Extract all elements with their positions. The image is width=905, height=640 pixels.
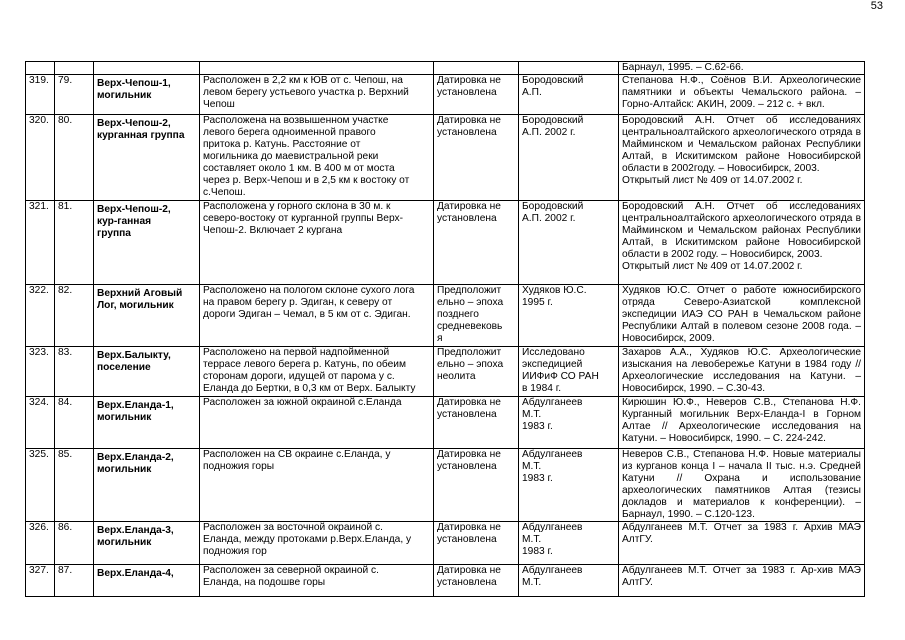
local-number-cell: 85. — [55, 449, 94, 522]
table-row — [26, 115, 865, 201]
monument-name: Верхний Аговый Лог, могильник — [97, 288, 183, 311]
location-cell: Расположен за южной окраиной с.Еланда — [200, 397, 434, 449]
empty-cell — [26, 62, 55, 75]
location-cell: Расположен за восточной окраиной с. Еланда, между протоками р.Верх.Еланда, у подножия гор — [200, 522, 434, 565]
empty-cell — [200, 62, 434, 75]
dating-cell: Датировка не установлена — [434, 565, 519, 597]
location-cell: Расположен на СВ окраине с.Еланда, у подножия горы — [200, 449, 434, 522]
local-number-cell: 86. — [55, 522, 94, 565]
row-number-cell: 324. — [26, 397, 55, 449]
local-number-cell: 84. — [55, 397, 94, 449]
researcher-cell: Абдулганеев М.Т. — [519, 565, 619, 597]
researcher-cell: Абдулганеев М.Т. 1983 г. — [519, 522, 619, 565]
table-row — [26, 397, 865, 449]
local-number-cell: 82. — [55, 285, 94, 347]
dating-cell: Датировка не установлена — [434, 115, 519, 201]
table-row — [26, 449, 865, 522]
researcher-cell: Абдулганеев М.Т. 1983 г. — [519, 449, 619, 522]
dating-cell: Датировка не установлена — [434, 397, 519, 449]
monument-name: Верх-Чепош-2, курганная группа — [97, 118, 185, 141]
row-number-cell: 327. — [26, 565, 55, 597]
row-number-cell: 321. — [26, 201, 55, 285]
monument-name: Верх.Еланда-2, могильник — [97, 452, 174, 475]
table-row — [26, 347, 865, 397]
page-number: 53 — [870, 0, 883, 12]
location-cell: Расположена на возвышенном участке левого берега одноименной правого притока р. Катунь. Расстояние от могильника до маевистральной реки составляет около 1 км. В 400 м от моста через р. Верх-Чепош и в 2,5 км к востоку от с.Чепош. — [200, 115, 434, 201]
empty-cell — [55, 62, 94, 75]
monument-name-cell — [94, 285, 200, 347]
monument-name-cell — [94, 397, 200, 449]
local-number-cell: 81. — [55, 201, 94, 285]
literature-cell: Степанова Н.Ф., Соёнов В.И. Археологические памятники и объекты Чемальского района. – Горно-Алтайск: АКИН, 2009. – 212 с. + вкл. — [619, 75, 865, 115]
monument-name-cell — [94, 565, 200, 597]
location-cell: Расположена у горного склона в 30 м. к северо-востоку от курганной группы Верх- Чепош-2. Включает 2 кургана — [200, 201, 434, 285]
dating-cell: Датировка не установлена — [434, 522, 519, 565]
monument-name: Верх.Еланда-3, могильник — [97, 525, 174, 548]
location-cell: Расположен за северной окраиной с. Еланда, на подошве горы — [200, 565, 434, 597]
researcher-cell: Бородовский А.П. — [519, 75, 619, 115]
local-number-cell: 80. — [55, 115, 94, 201]
row-number-cell: 319. — [26, 75, 55, 115]
literature-cell: Неверов С.В., Степанова Н.Ф. Новые материалы из курганов конца I – начала II тыс. н.э. Средней Катуни // Охрана и использование археологических памятников Алтая (тезисы докладов и материалов к конференции). – Барнаул, 1990. – С.120-123. — [619, 449, 865, 522]
row-number-cell: 323. — [26, 347, 55, 397]
monument-name: Верх.Еланда-1, могильник — [97, 400, 174, 423]
literature-cell: Барнаул, 1995. – С.62-66. — [619, 62, 865, 75]
literature-cell: Захаров А.А., Худяков Ю.С. Археологические изыскания на левобережье Катуни в 1984 году //Археологические исследования на Катуни. – Новосибирск, 1990. – С.30-43. — [619, 347, 865, 397]
dating-cell: Предположит ельно – эпоха позднего средневековь я — [434, 285, 519, 347]
empty-cell — [519, 62, 619, 75]
table-row — [26, 285, 865, 347]
row-number-cell: 325. — [26, 449, 55, 522]
table-row — [26, 201, 865, 285]
researcher-cell: Бородовский А.П. 2002 г. — [519, 201, 619, 285]
monument-name-cell — [94, 201, 200, 285]
monument-name: Верх-Чепош-2, кур-ганная группа — [97, 204, 171, 239]
literature-cell: Бородовский А.Н. Отчет об исследованиях центральноалтайского археологического отряда в Майминском и Чемальском районах Республики Алтай, в Искитимском районе Новосибирской области в 2002году. – Новосибирск, 2003. Открытый лист № 409 от 14.07.2002 г. — [619, 115, 865, 201]
literature-cell: Кирюшин Ю.Ф., Неверов С.В., Степанова Н.Ф. Курганный могильник Верх-Еланда-I в Горном Алтае // Археологические исследования на Катуни. – Новосибирск, 1990. – С. 224-242. — [619, 397, 865, 449]
monument-name-cell — [94, 347, 200, 397]
location-cell: Расположено на первой надпойменной террасе левого берега р. Катунь, по обеим сторонам дороги, идущей от парома у с. Еланда до Бертки, в 0,3 км от Верх. Балыкту — [200, 347, 434, 397]
researcher-cell: Худяков Ю.С. 1995 г. — [519, 285, 619, 347]
researcher-cell: Исследовано экспедицией ИИФиФ СО РАН в 1984 г. — [519, 347, 619, 397]
table-row — [26, 75, 865, 115]
monument-name-cell — [94, 522, 200, 565]
location-cell: Расположен в 2,2 км к ЮВ от с. Чепош, на левом берегу устьевого участка р. Верхний Чепош — [200, 75, 434, 115]
local-number-cell: 83. — [55, 347, 94, 397]
table-row — [26, 522, 865, 565]
dating-cell: Предположит ельно – эпоха неолита — [434, 347, 519, 397]
literature-cell: Абдулганеев М.Т. Отчет за 1983 г. Архив МАЭ АлтГУ. — [619, 522, 865, 565]
dating-cell: Датировка не установлена — [434, 449, 519, 522]
monuments-table — [25, 61, 865, 597]
dating-cell: Датировка не установлена — [434, 201, 519, 285]
location-cell: Расположено на пологом склоне сухого лога на правом берегу р. Эдиган, к северу от дороги Эдиган – Чемал, в 5 км от с. Эдиган. — [200, 285, 434, 347]
local-number-cell: 87. — [55, 565, 94, 597]
local-number-cell: 79. — [55, 75, 94, 115]
literature-cell: Худяков Ю.С. Отчет о работе южносибирского отряда Северо-Азиатской комплексной экспедиции ИАЭ СО РАН в Чемальском районе Республики Алтай в полевом сезоне 2008 года. – Новосибирск, 2009. — [619, 285, 865, 347]
row-number-cell: 326. — [26, 522, 55, 565]
continuation-row — [26, 62, 865, 75]
literature-cell: Бородовский А.Н. Отчет об исследованиях центральноалтайского археологического отряда в Майминском и Чемальском районах Республики Алтай, в Искитимском районе Новосибирской области в 2002 году. – Новосибирск, 2003. Открытый лист № 409 от 14.07.2002 г. — [619, 201, 865, 285]
literature-cell: Абдулганеев М.Т. Отчет за 1983 г. Ар-хив МАЭ АлтГУ. — [619, 565, 865, 597]
monument-name: Верх.Балыкту, поселение — [97, 350, 171, 373]
table-row — [26, 565, 865, 597]
row-number-cell: 322. — [26, 285, 55, 347]
table-body — [26, 62, 865, 597]
row-number-cell: 320. — [26, 115, 55, 201]
monument-name-cell — [94, 115, 200, 201]
monument-name-cell — [94, 75, 200, 115]
monument-name: Верх-Чепош-1, могильник — [97, 78, 171, 101]
monument-name: Верх.Еланда-4, — [97, 568, 174, 579]
dating-cell: Датировка не установлена — [434, 75, 519, 115]
empty-cell — [434, 62, 519, 75]
researcher-cell: Абдулганеев М.Т. 1983 г. — [519, 397, 619, 449]
monument-name-cell — [94, 449, 200, 522]
empty-cell — [94, 62, 200, 75]
researcher-cell: Бородовский А.П. 2002 г. — [519, 115, 619, 201]
